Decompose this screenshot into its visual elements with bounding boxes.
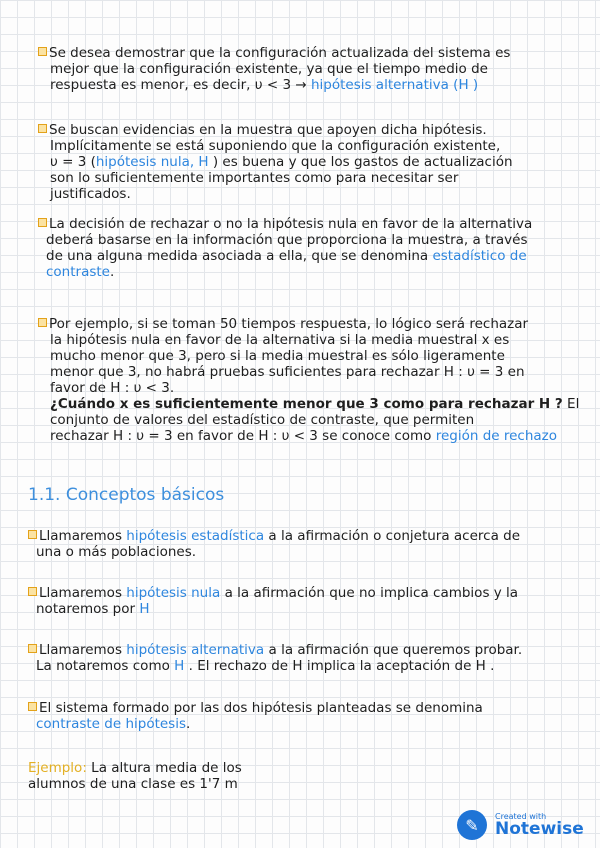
example-label: Ejemplo:: [28, 760, 87, 776]
text: Llamaremos: [39, 528, 122, 544]
paragraph-1: [38, 45, 510, 93]
text: .: [110, 264, 115, 280]
text: La altura media de los: [91, 760, 242, 776]
text: υ = 3 (: [50, 154, 96, 170]
text: una o más poblaciones.: [36, 544, 197, 560]
highlight-term: región de rechazo: [435, 428, 558, 444]
text: . El rechazo de H implica la aceptación de H .: [188, 658, 495, 674]
highlight-term: hipótesis estadística: [126, 528, 265, 544]
text: El sistema formado por las dos hipótesis planteadas se denomina: [39, 700, 483, 716]
highlight-term: hipótesis nula, H: [95, 154, 209, 170]
text: de una alguna medida asociada a ella, que se denomina: [46, 248, 429, 264]
definition-1: [28, 528, 520, 560]
highlight-term: contraste: [46, 264, 110, 280]
pencil-icon: ✎: [457, 810, 487, 840]
text: a la afirmación que queremos probar.: [268, 642, 523, 658]
highlight-term: hipótesis nula: [126, 585, 221, 601]
bullet-icon: [38, 218, 47, 227]
text: mejor que la configuración existente, ya que el tiempo medio de: [50, 61, 488, 77]
badge-brand: Notewise: [495, 818, 584, 839]
bullet-icon: [38, 124, 47, 133]
highlight-term: hipótesis alternativa (H ): [310, 77, 479, 93]
text: a la afirmación o conjetura acerca de: [268, 528, 521, 544]
text: justificados.: [50, 186, 131, 202]
paragraph-4: [38, 316, 579, 444]
text: favor de H : υ < 3.: [50, 380, 175, 396]
text: La decisión de rechazar o no la hipótesis nula en favor de la alternativa: [49, 216, 533, 232]
section-title: 1.1. Conceptos básicos: [28, 485, 225, 505]
text: Se buscan evidencias en la muestra que apoyen dicha hipótesis.: [49, 122, 487, 138]
text: mucho menor que 3, pero si la media muestral es sólo ligeramente: [50, 348, 505, 364]
text: El: [567, 396, 580, 412]
text: Por ejemplo, si se toman 50 tiempos respuesta, lo lógico será rechazar: [49, 316, 529, 332]
text: deberá basarse en la información que proporciona la muestra, a través: [46, 232, 528, 248]
text: Implícitamente se está suponiendo que la configuración existente,: [50, 138, 501, 154]
question-text: ¿Cuándo x es suficientemente menor que 3 como para rechazar H ?: [50, 396, 563, 412]
text: notaremos por: [36, 601, 136, 617]
paragraph-2: [38, 122, 513, 202]
bullet-icon: [38, 318, 47, 327]
text: Se desea demostrar que la configuración actualizada del sistema es: [49, 45, 511, 61]
bullet-icon: [38, 47, 47, 56]
text: a la afirmación que no implica cambios y la: [224, 585, 519, 601]
bullet-icon: [28, 702, 37, 711]
text: ) es buena y que los gastos de actualización: [212, 154, 513, 170]
bullet-icon: [28, 587, 37, 596]
text: rechazar H : υ = 3 en favor de H : υ < 3 se conoce como: [50, 428, 432, 444]
definition-2: [28, 585, 518, 617]
notewise-badge: [457, 810, 584, 840]
symbol: H: [139, 601, 150, 617]
text: La notaremos como: [36, 658, 170, 674]
bullet-icon: [28, 644, 37, 653]
text: Llamaremos: [39, 585, 122, 601]
text: alumnos de una clase es 1'7 m: [28, 776, 238, 792]
paragraph-3: [38, 216, 532, 280]
text: .: [186, 716, 191, 732]
highlight-term: hipótesis alternativa: [126, 642, 265, 658]
text: conjunto de valores del estadístico de contraste, que permiten: [50, 412, 475, 428]
text: la hipótesis nula en favor de la alternativa si la media muestral x es: [50, 332, 510, 348]
text: respuesta es menor, es decir, υ < 3 →: [50, 77, 307, 93]
example: [28, 760, 242, 792]
text: son lo suficientemente importantes como para necesitar ser: [50, 170, 459, 186]
text: Llamaremos: [39, 642, 122, 658]
badge-caption: Created with: [495, 811, 547, 821]
symbol: H: [174, 658, 185, 674]
highlight-term: estadístico de: [432, 248, 527, 264]
definition-4: [28, 700, 483, 732]
highlight-term: contraste de hipótesis: [36, 716, 186, 732]
definition-3: [28, 642, 522, 674]
bullet-icon: [28, 530, 37, 539]
text: menor que 3, no habrá pruebas suficientes para rechazar H : υ = 3 en: [50, 364, 525, 380]
